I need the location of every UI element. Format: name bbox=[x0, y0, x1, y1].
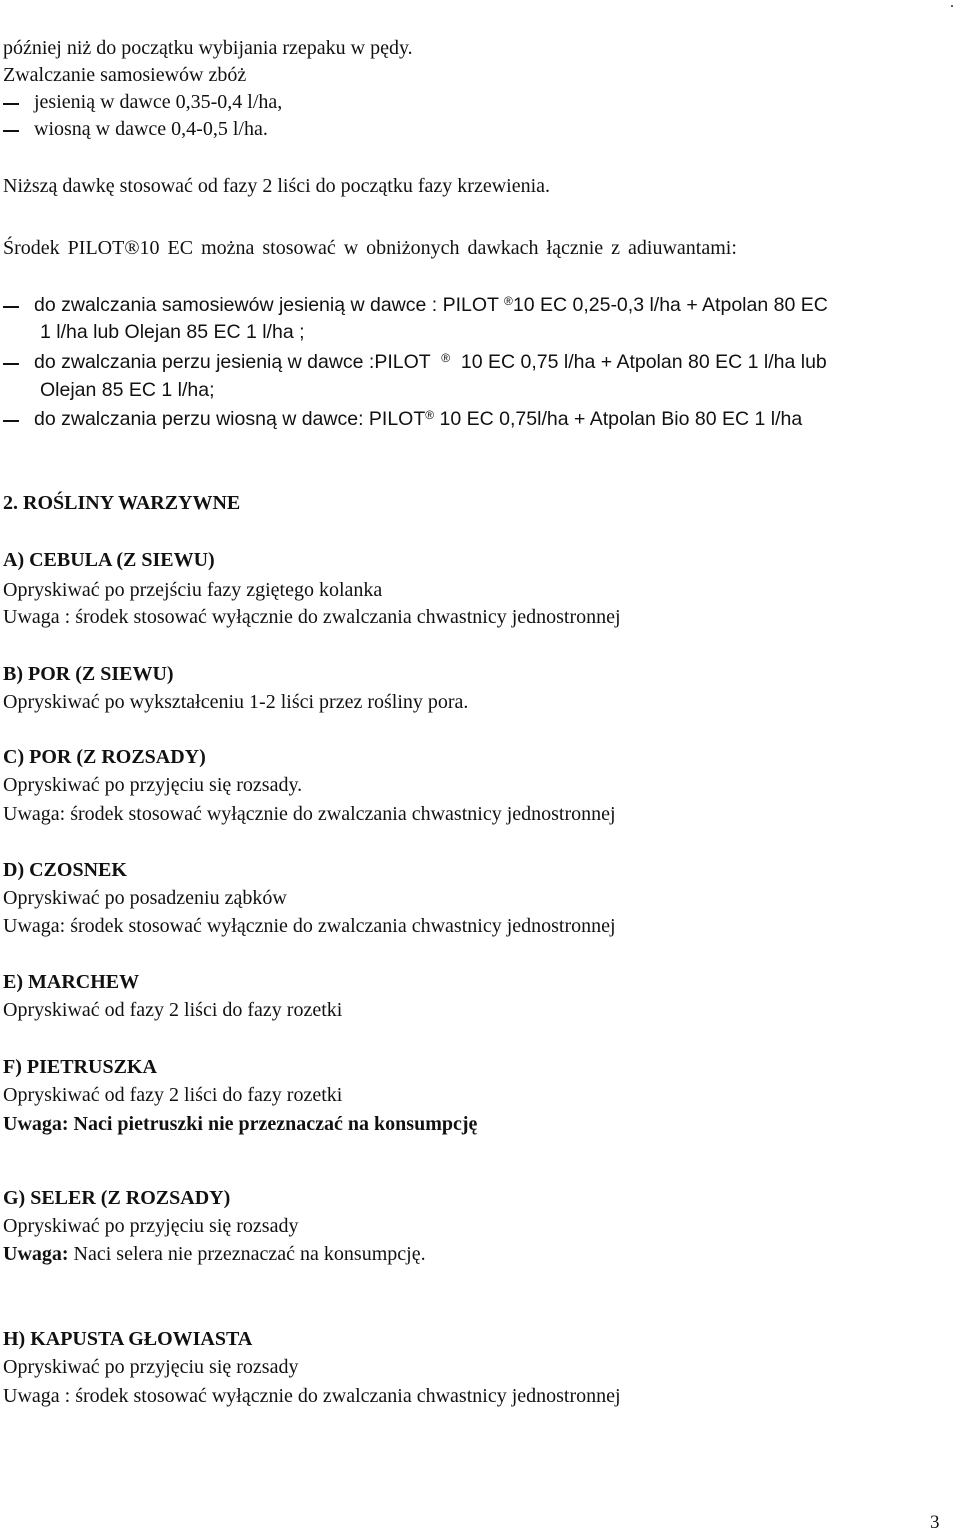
dash-bullet bbox=[3, 363, 19, 365]
intro-dose-2: wiosną w dawce 0,4-0,5 l/ha. bbox=[34, 118, 268, 140]
registered-mark: ® bbox=[504, 294, 513, 308]
adjuvant-item-1-cont: 1 l/ha lub Olejan 85 EC 1 l/ha ; bbox=[40, 321, 305, 343]
adjuvant-lead bbox=[3, 234, 737, 262]
crop-f-heading: F) PIETRUSZKA bbox=[3, 1056, 157, 1078]
crop-g-line-1: Opryskiwać po przyjęciu się rozsady bbox=[3, 1215, 299, 1237]
crop-e-heading: E) MARCHEW bbox=[3, 971, 140, 993]
adjuvant-item-1-post: 10 EC 0,25-0,3 l/ha + Atpolan 80 EC bbox=[512, 294, 828, 316]
registered-mark: ® bbox=[441, 351, 451, 365]
registered-mark: ® bbox=[425, 408, 435, 422]
crop-g-heading: G) SELER (Z ROZSADY) bbox=[3, 1187, 231, 1209]
crop-a-line-1: Opryskiwać po przejściu fazy zgiętego kolanka bbox=[3, 579, 383, 601]
crop-e-line-1: Opryskiwać od fazy 2 liści do fazy rozetki bbox=[3, 999, 343, 1021]
intro-line-2: Zwalczanie samosiewów zbóż bbox=[3, 64, 247, 86]
adjuvant-lead-post: 10 EC można stosować w obniżonych dawkach łącznie z adiuwantami: bbox=[139, 237, 737, 259]
intro-line-1: później niż do początku wybijania rzepaku w pędy. bbox=[3, 37, 413, 59]
adjuvant-item-2 bbox=[34, 348, 827, 378]
adjuvant-item-1-pre: do zwalczania samosiewów jesienią w dawce : PILOT bbox=[34, 294, 499, 316]
corner-mark: . bbox=[950, 0, 954, 11]
crop-f-line-2: Uwaga: Naci pietruszki nie przeznaczać na konsumpcję bbox=[3, 1113, 478, 1135]
crop-b-heading: B) POR (Z SIEWU) bbox=[3, 663, 174, 685]
adjuvant-item-3-post: 10 EC 0,75l/ha + Atpolan Bio 80 EC 1 l/ha bbox=[439, 408, 803, 430]
dash-bullet bbox=[3, 103, 19, 105]
crop-d-heading: D) CZOSNEK bbox=[3, 859, 127, 881]
adjuvant-lead-pre: Środek PILOT bbox=[3, 237, 125, 259]
adjuvant-item-3 bbox=[34, 405, 802, 435]
crop-a-heading: A) CEBULA (Z SIEWU) bbox=[3, 549, 215, 571]
dash-bullet bbox=[3, 130, 19, 132]
crop-f-line-1: Opryskiwać od fazy 2 liści do fazy rozetki bbox=[3, 1084, 343, 1106]
registered-mark: ® bbox=[124, 237, 140, 259]
intro-dose-1: jesienią w dawce 0,35-0,4 l/ha, bbox=[34, 91, 283, 113]
adjuvant-item-2-post: 10 EC 0,75 l/ha + Atpolan 80 EC 1 l/ha lub bbox=[460, 351, 827, 373]
intro-note: Niższą dawkę stosować od fazy 2 liści do początku fazy krzewienia. bbox=[3, 175, 551, 197]
adjuvant-item-3-pre: do zwalczania perzu wiosną w dawce: PILOT bbox=[34, 408, 426, 430]
crop-h-line-1: Opryskiwać po przyjęciu się rozsady bbox=[3, 1356, 299, 1378]
adjuvant-item-1 bbox=[34, 291, 828, 321]
dash-bullet bbox=[3, 420, 19, 422]
crop-d-line-1: Opryskiwać po posadzeniu ząbków bbox=[3, 887, 287, 909]
crop-c-line-1: Opryskiwać po przyjęciu się rozsady. bbox=[3, 774, 303, 796]
adjuvant-item-2-cont: Olejan 85 EC 1 l/ha; bbox=[40, 379, 215, 401]
crop-g-warning-text: Naci selera nie przeznaczać na konsumpcję. bbox=[68, 1243, 426, 1265]
crop-d-line-2: Uwaga: środek stosować wyłącznie do zwalczania chwastnicy jednostronnej bbox=[3, 915, 616, 937]
page-number: 3 bbox=[930, 1512, 940, 1533]
crop-c-heading: C) POR (Z ROZSADY) bbox=[3, 746, 206, 768]
crop-h-line-2: Uwaga : środek stosować wyłącznie do zwalczania chwastnicy jednostronnej bbox=[3, 1385, 621, 1407]
dash-bullet bbox=[3, 306, 19, 308]
crop-g-warning-label: Uwaga: bbox=[3, 1243, 69, 1265]
section-title: 2. ROŚLINY WARZYWNE bbox=[3, 492, 241, 514]
crop-g-line-2 bbox=[3, 1240, 426, 1268]
crop-c-line-2: Uwaga: środek stosować wyłącznie do zwalczania chwastnicy jednostronnej bbox=[3, 803, 616, 825]
crop-a-line-2: Uwaga : środek stosować wyłącznie do zwalczania chwastnicy jednostronnej bbox=[3, 606, 621, 628]
adjuvant-item-2-pre: do zwalczania perzu jesienią w dawce :PILOT bbox=[34, 351, 431, 373]
crop-h-heading: H) KAPUSTA GŁOWIASTA bbox=[3, 1328, 253, 1350]
crop-b-line-1: Opryskiwać po wykształceniu 1-2 liści przez rośliny pora. bbox=[3, 691, 469, 713]
